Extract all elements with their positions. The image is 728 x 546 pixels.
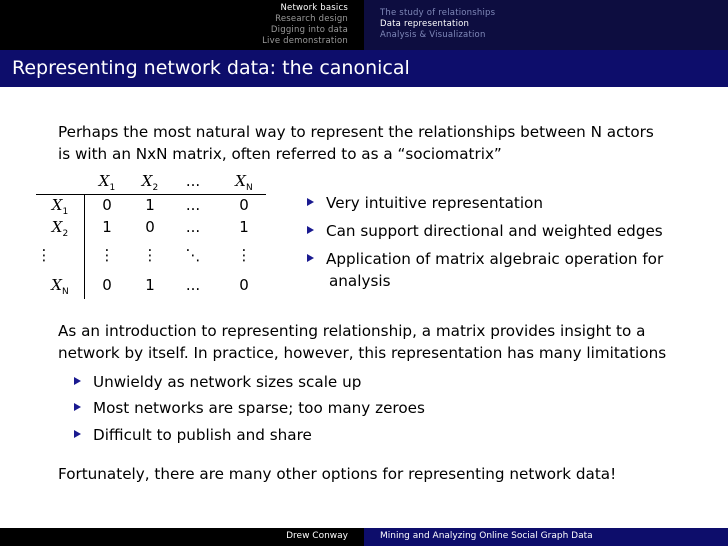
matrix-col-header: [92, 172, 122, 193]
bullet-triangle-icon: [74, 403, 81, 411]
matrix-col-header-sub: 2: [152, 183, 159, 193]
bullet-text: Very intuitive representation: [326, 194, 543, 212]
matrix-cell: ⋱: [185, 246, 201, 264]
footer-talk-title: Mining and Analyzing Online Social Graph Data: [380, 531, 593, 541]
bullet-text: Application of matrix algebraic operation for: [326, 250, 664, 268]
bullet-item: [307, 192, 543, 214]
matrix-cell: ...: [185, 218, 201, 236]
conclusion-text: Fortunately, there are many other options for representing network data!: [58, 465, 617, 483]
matrix-row-label-text: ⋮: [36, 246, 52, 264]
bullet-triangle-icon: [307, 226, 314, 234]
matrix-cell: ⋮: [99, 246, 115, 264]
footer-author-bar: [0, 528, 364, 546]
intro2-line-2: network by itself. In practice, however, this representation has many limitations: [58, 344, 667, 362]
matrix-row-label-text: X: [51, 218, 63, 236]
matrix-cell: 0: [102, 276, 112, 294]
matrix-row-label-text: X: [51, 276, 62, 294]
matrix-row-label: [44, 196, 76, 217]
matrix-col-header-text: X: [235, 172, 246, 190]
limitation-text: Difficult to publish and share: [93, 426, 312, 444]
matrix-row-label: [44, 276, 76, 297]
bullet-triangle-icon: [74, 430, 81, 438]
nav-subsection-study[interactable]: The study of relationships: [380, 8, 496, 18]
matrix-col-header-text: X: [141, 172, 153, 190]
limitation-text: Most networks are sparse; too many zeroes: [93, 399, 425, 417]
footer-author: Drew Conway: [286, 531, 348, 541]
nav-section-research-design[interactable]: Research design: [275, 14, 348, 24]
footer-title-bar: [364, 528, 728, 546]
matrix-cell: 1: [102, 218, 112, 236]
slide-title: Representing network data: the canonical: [12, 57, 410, 79]
matrix-col-header-text: X: [98, 172, 110, 190]
bullet-item: [307, 248, 663, 270]
title-bar: [0, 50, 728, 87]
bullet-text: Can support directional and weighted edges: [326, 222, 663, 240]
matrix-cell: 1: [145, 196, 155, 214]
matrix-col-header-sub: N: [245, 183, 253, 193]
matrix-cell: ...: [185, 276, 201, 294]
matrix-cell: 0: [145, 218, 155, 236]
header-navigation: [0, 0, 728, 50]
limitation-text: Unwieldy as network sizes scale up: [93, 373, 362, 391]
bullet-item: [307, 220, 663, 242]
limitation-item: [74, 424, 312, 446]
matrix-cell: 0: [239, 276, 249, 294]
matrix-row-label-sub: N: [61, 287, 69, 297]
bullet-triangle-icon: [74, 377, 81, 385]
matrix-cell: ⋮: [236, 246, 252, 264]
matrix-row-label: [44, 218, 76, 239]
matrix-col-header: [135, 172, 165, 193]
intro-line-2: is with an NxN matrix, often referred to as a “sociomatrix”: [58, 145, 502, 163]
matrix-cell: 1: [239, 218, 249, 236]
matrix-cell: 0: [102, 196, 112, 214]
matrix-row-label-sub: 2: [62, 229, 69, 239]
matrix-cell: 0: [239, 196, 249, 214]
nav-subsection-analysis[interactable]: Analysis & Visualization: [380, 30, 486, 40]
nav-section-live-demonstration[interactable]: Live demonstration: [262, 36, 348, 46]
nav-section-network-basics[interactable]: Network basics: [280, 3, 348, 13]
matrix-row-rule: [84, 194, 85, 299]
matrix-cell: ⋮: [142, 246, 158, 264]
intro-line-1: Perhaps the most natural way to represent the relationships between N actors: [58, 123, 654, 141]
matrix-row-label-sub: 1: [62, 207, 69, 217]
matrix-cell: 1: [145, 276, 155, 294]
matrix-cell: ...: [185, 196, 201, 214]
bullet-triangle-icon: [307, 198, 314, 206]
limitation-item: [74, 371, 361, 393]
matrix-row-label: [34, 246, 54, 264]
matrix-col-header: [178, 172, 208, 190]
nav-subsection-data-representation[interactable]: Data representation: [380, 19, 470, 29]
bullet-continuation: analysis: [329, 272, 391, 290]
matrix-row-label-text: X: [51, 196, 63, 214]
matrix-header-rule: [36, 194, 266, 195]
bullet-triangle-icon: [307, 254, 314, 262]
matrix-col-header-sub: 1: [109, 183, 116, 193]
matrix-col-header: [228, 172, 260, 193]
matrix-col-header-text: ...: [185, 172, 201, 190]
nav-section-digging-into-data[interactable]: Digging into data: [270, 25, 348, 35]
section-nav: [0, 0, 364, 50]
subsection-nav: [364, 0, 728, 50]
intro2-line-1: As an introduction to representing relationship, a matrix provides insight to a: [58, 322, 646, 340]
limitation-item: [74, 397, 425, 419]
